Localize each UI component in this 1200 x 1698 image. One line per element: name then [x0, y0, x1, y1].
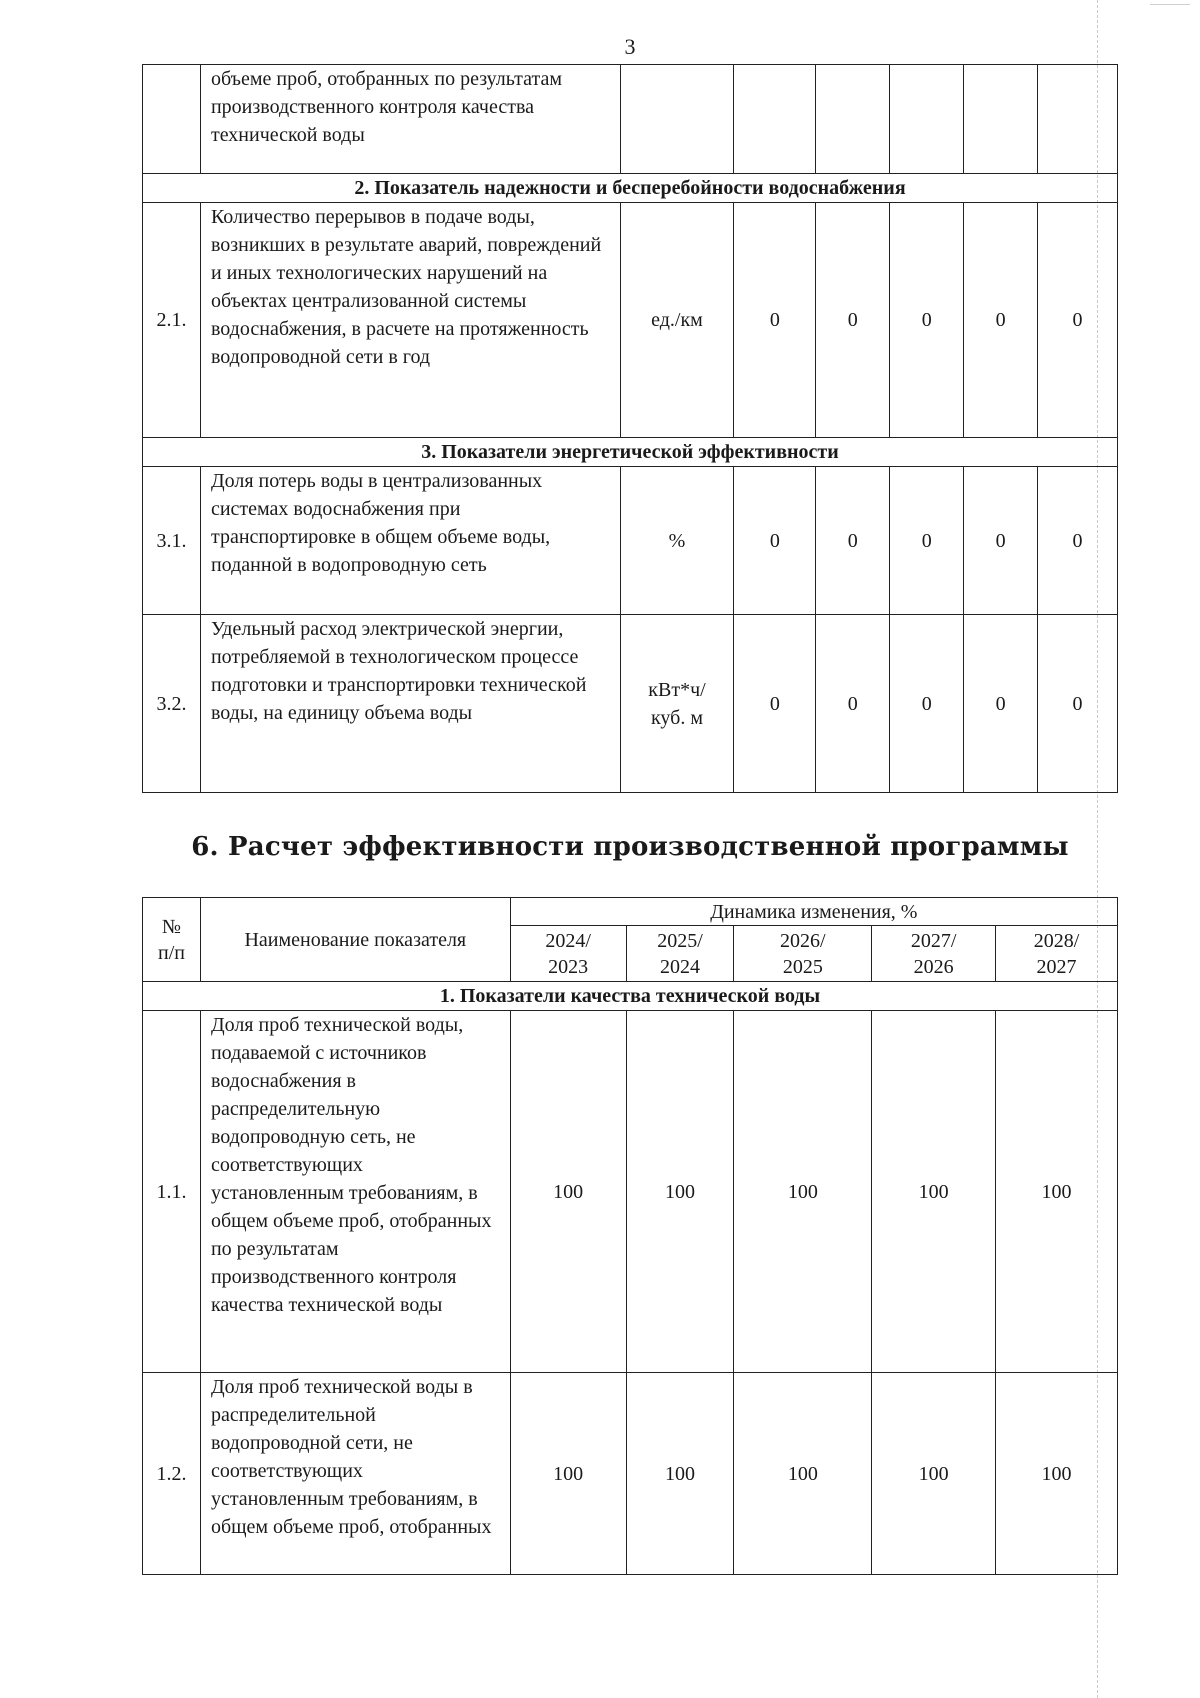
period-top: 2024/: [545, 929, 591, 952]
period-header: [734, 926, 872, 982]
value-cell: 0: [964, 615, 1038, 793]
period-bottom: 2023: [548, 955, 589, 978]
value-cell: [890, 65, 964, 174]
period-bottom: 2025: [782, 955, 823, 978]
period-header: [510, 926, 626, 982]
num-header: [143, 898, 201, 982]
indicator-name: объеме проб, отобранных по результатам производственного контроля качества технической воды: [200, 65, 620, 174]
value-cell: [734, 65, 816, 174]
unit-cell: %: [620, 467, 734, 615]
value-cell: 100: [626, 1011, 734, 1373]
value-cell: 0: [890, 615, 964, 793]
unit-line: кВт*ч/: [648, 678, 706, 701]
table-row: [143, 65, 1118, 174]
row-number: 2.1.: [143, 203, 201, 438]
value-cell: 0: [734, 615, 816, 793]
row-number: 3.1.: [143, 467, 201, 615]
section-title: 1. Показатели качества технической воды: [143, 982, 1118, 1011]
value-cell: 0: [890, 467, 964, 615]
period-header: [626, 926, 734, 982]
period-header: [872, 926, 996, 982]
header-row: [143, 898, 1118, 926]
period-bottom: 2024: [659, 955, 700, 978]
value-cell: 0: [734, 203, 816, 438]
table-row: [143, 467, 1118, 615]
value-cell: 100: [734, 1011, 872, 1373]
value-cell: 100: [510, 1373, 626, 1575]
section-row: [143, 174, 1118, 203]
row-number: [143, 65, 201, 174]
indicator-name: Доля проб технической воды, подаваемой с источников водоснабжения в распределительную водопроводную сеть, не соответствующих установленным требованиям, в общем объеме проб, отобранных по результатам производственного контроля качества технической воды: [200, 1011, 510, 1373]
indicators-table: [142, 64, 1118, 793]
name-header: Наименование показателя: [200, 898, 510, 982]
section-title: 3. Показатели энергетической эффективности: [143, 438, 1118, 467]
value-cell: 0: [816, 467, 890, 615]
period-top: 2028/: [1033, 929, 1080, 952]
period-top: 2027/: [910, 929, 957, 952]
section-heading: 6. Расчет эффективности производственной программы: [191, 832, 1069, 862]
value-cell: 0: [1038, 203, 1118, 438]
value-cell: 100: [872, 1011, 996, 1373]
value-cell: 0: [964, 467, 1038, 615]
value-cell: [816, 65, 890, 174]
unit-cell: [620, 615, 734, 793]
value-cell: 100: [734, 1373, 872, 1575]
value-cell: 0: [816, 203, 890, 438]
period-bottom: 2026: [913, 955, 954, 978]
value-cell: [964, 65, 1038, 174]
value-cell: 100: [996, 1011, 1118, 1373]
indicator-name: Доля проб технической воды в распределительной водопроводной сети, не соответствующих установленным требованиям, в общем объеме проб, отобранных: [200, 1373, 510, 1575]
value-cell: 100: [510, 1011, 626, 1373]
period-header: [996, 926, 1118, 982]
page-number: 3: [624, 34, 636, 59]
table-row: [143, 615, 1118, 793]
table-row: [143, 1373, 1118, 1575]
unit-cell: [620, 65, 734, 174]
value-cell: 100: [872, 1373, 996, 1575]
section-title: 2. Показатель надежности и бесперебойности водоснабжения: [143, 174, 1118, 203]
row-number: 1.1.: [143, 1011, 201, 1373]
table-row: [143, 1011, 1118, 1373]
value-cell: 0: [734, 467, 816, 615]
value-cell: 0: [816, 615, 890, 793]
row-number: 1.2.: [143, 1373, 201, 1575]
period-top: 2026/: [780, 929, 826, 952]
dynamics-header: Динамика изменения, %: [510, 898, 1117, 926]
indicator-name: Количество перерывов в подаче воды, возникших в результате аварий, повреждений и иных технологических нарушений на объектах централизованной системы водоснабжения, в расчете на протяженность водопроводной сети в год: [200, 203, 620, 438]
value-cell: 0: [964, 203, 1038, 438]
num-header-line: п/п: [157, 941, 185, 964]
value-cell: 0: [1038, 467, 1118, 615]
indicator-name: Удельный расход электрической энергии, потребляемой в технологическом процессе подготовки и транспортировки технической воды, на единицу объема воды: [200, 615, 620, 793]
value-cell: 0: [890, 203, 964, 438]
num-header-line: №: [161, 915, 182, 938]
section-row: [143, 982, 1118, 1011]
row-number: 3.2.: [143, 615, 201, 793]
efficiency-table: [142, 897, 1118, 1575]
section-row: [143, 438, 1118, 467]
table-row: [143, 203, 1118, 438]
period-top: 2025/: [657, 929, 703, 952]
indicator-name: Доля потерь воды в централизованных системах водоснабжения при транспортировке в общем объеме воды, поданной в водопроводную сеть: [200, 467, 620, 615]
corner-mark: [1150, 4, 1190, 5]
unit-line: куб. м: [650, 706, 703, 729]
value-cell: 0: [1038, 615, 1118, 793]
value-cell: 100: [996, 1373, 1118, 1575]
period-bottom: 2027: [1036, 955, 1077, 978]
value-cell: 100: [626, 1373, 734, 1575]
value-cell: [1038, 65, 1118, 174]
unit-cell: ед./км: [620, 203, 734, 438]
